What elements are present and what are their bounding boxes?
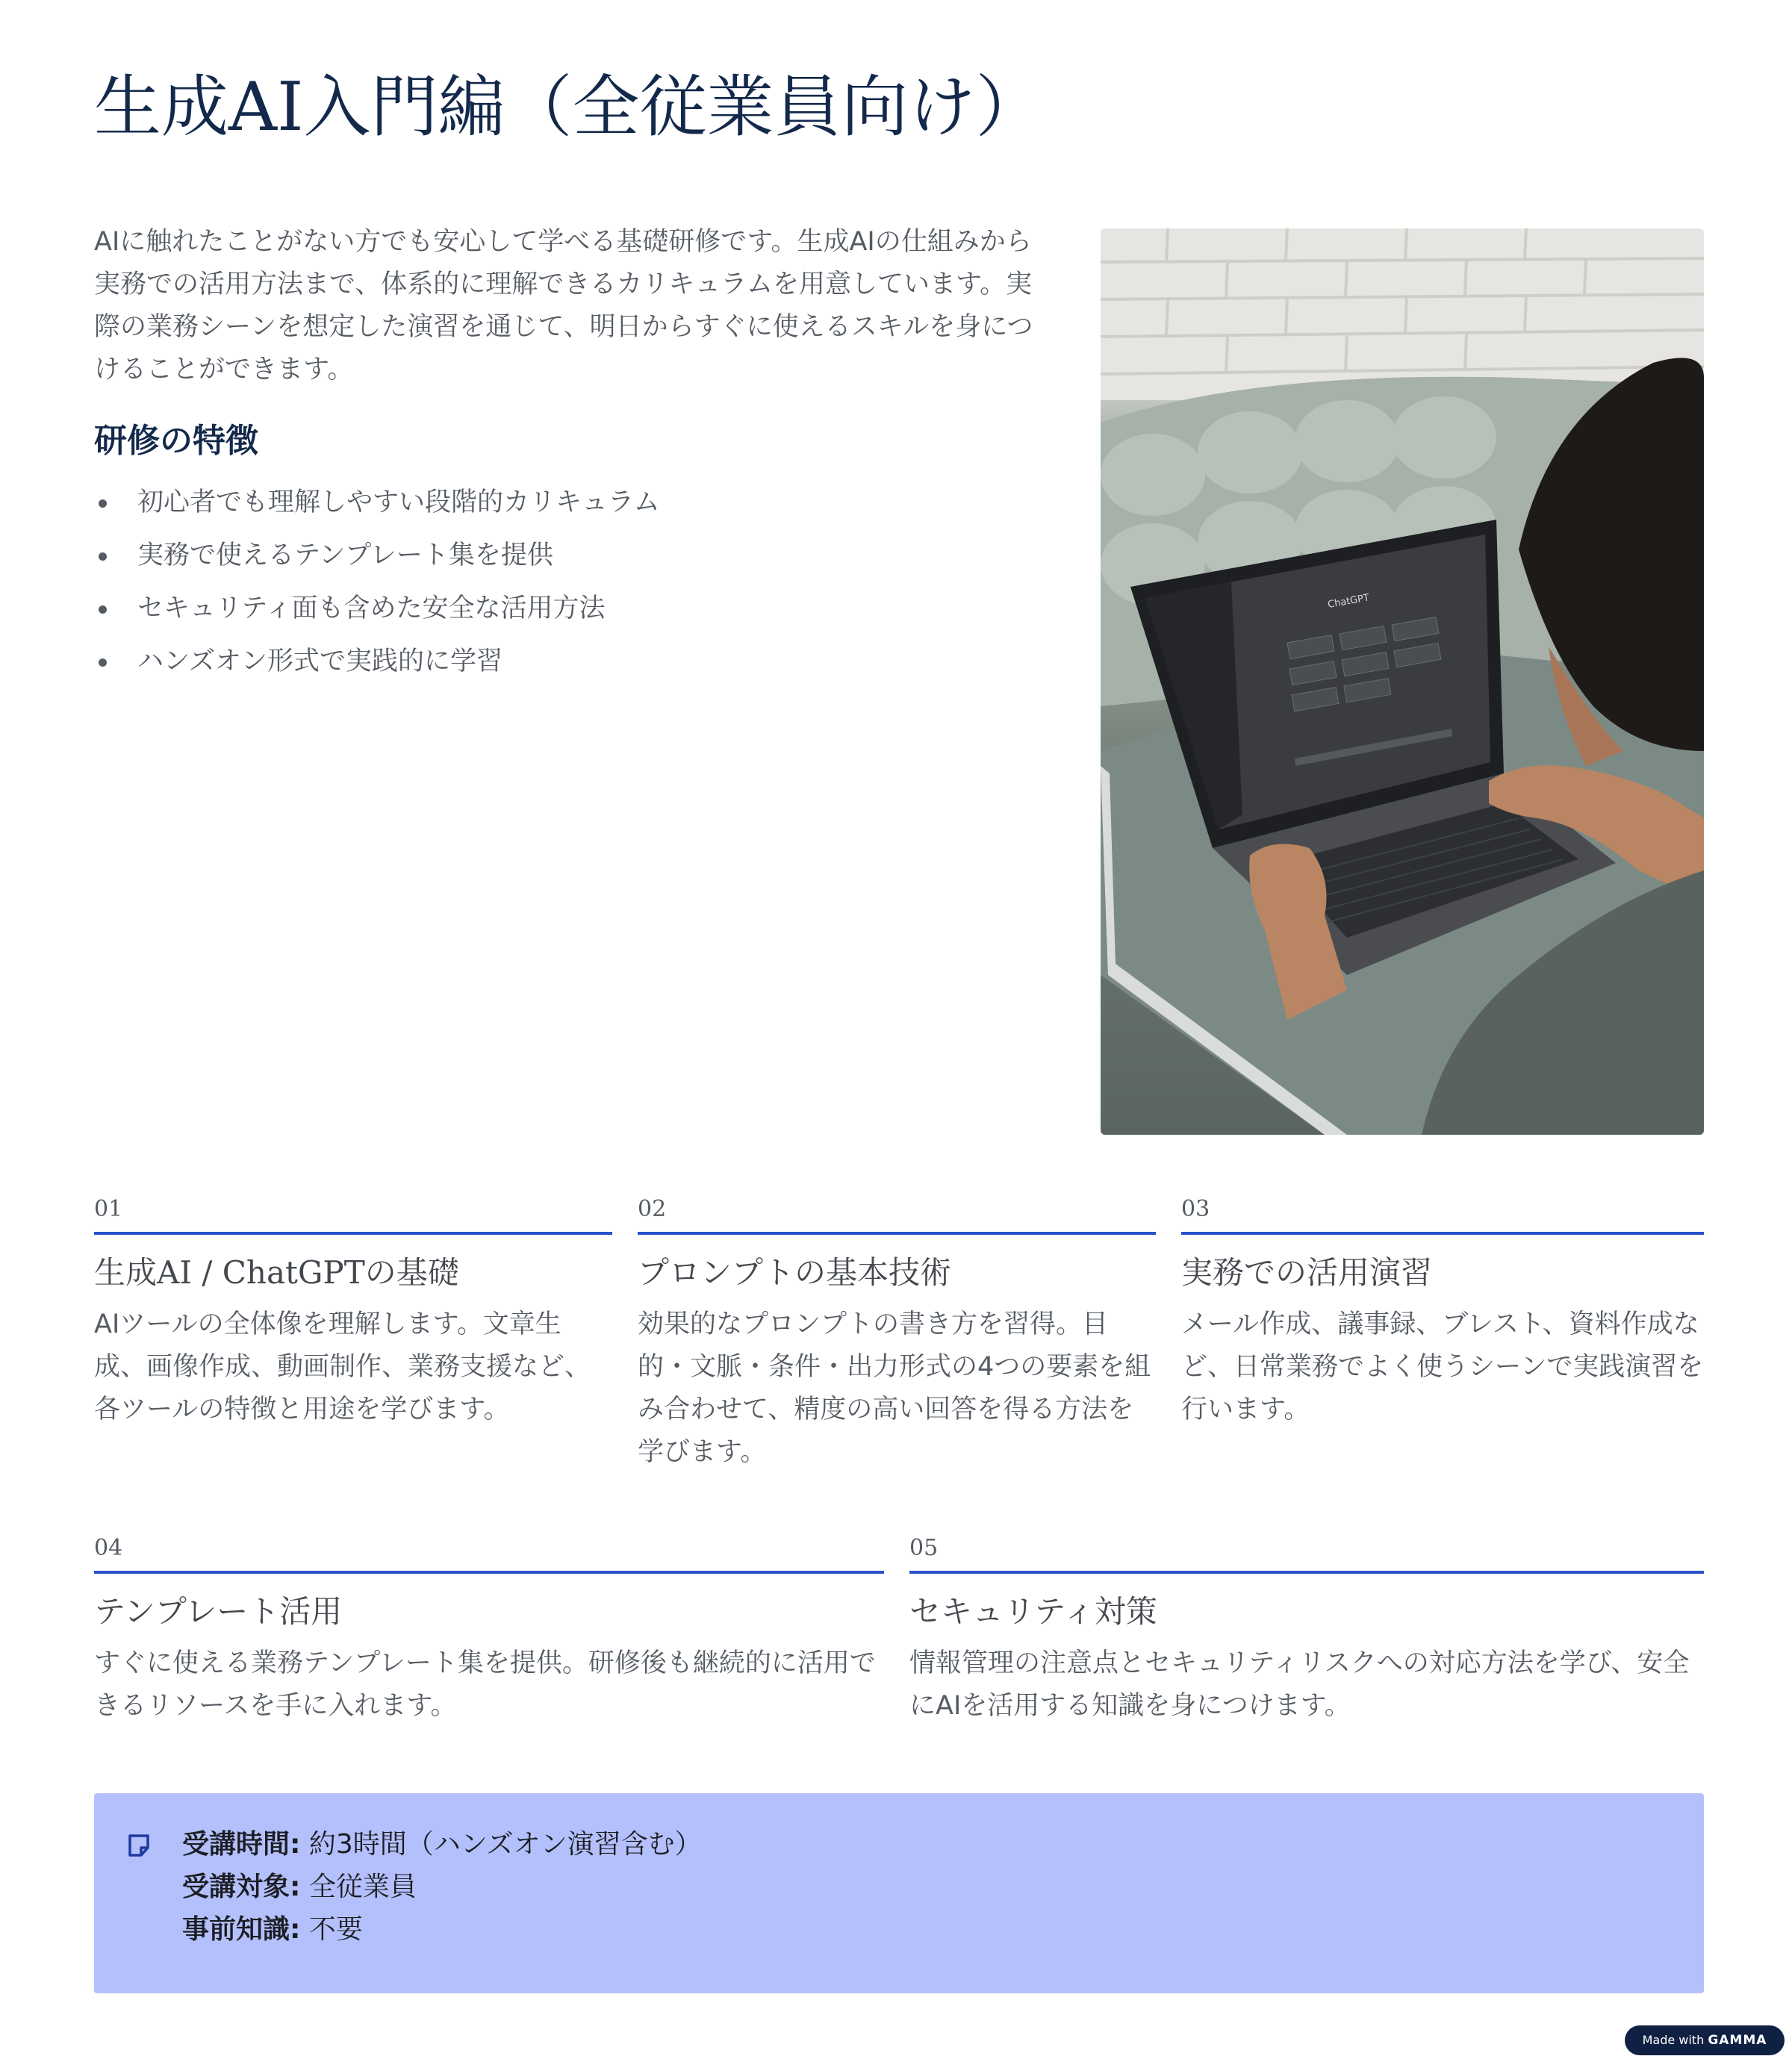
laptop-photo [1101, 228, 1704, 1135]
module-title: 実務での活用演習 [1181, 1254, 1433, 1291]
module-card-02 [638, 1194, 1156, 1474]
badge-brand: GAMMA [1708, 2033, 1767, 2048]
feature-item: 実務で使えるテンプレート集を提供 [94, 537, 990, 590]
module-title: セキュリティ対策 [909, 1593, 1157, 1630]
intro-paragraph: AIに触れたことがない方でも安心して学べる基礎研修です。生成AIの仕組みから実務での活用方法まで、体系的に理解できるカリキュラムを用意しています。実際の業務シーンを想定した演習を通じて、明日からすぐに使えるスキルを身につけることができます。 [94, 227, 1033, 384]
module-rule [94, 1232, 612, 1235]
info-value: 約3時間（ハンズオン演習含む） [308, 1829, 702, 1860]
module-description: メール作成、議事録、ブレスト、資料作成など、日常業務でよく使うシーンで実践演習を行います。 [1181, 1309, 1704, 1424]
info-label: 受講時間: [182, 1829, 301, 1860]
module-card-05 [909, 1533, 1704, 1728]
info-value: 全従業員 [308, 1872, 417, 1902]
module-title: 生成AI / ChatGPTの基礎 [94, 1254, 459, 1291]
feature-item: 初心者でも理解しやすい段階的カリキュラム [94, 484, 990, 537]
module-description: AIツールの全体像を理解します。文章生成、画像作成、動画制作、業務支援など、各ツールの特徴と用途を学びます。 [94, 1309, 591, 1424]
screen-title: ChatGPT [1327, 592, 1371, 611]
module-rule [638, 1232, 1156, 1235]
page-title: 生成AI入門編（全従業員向け） [94, 68, 1043, 146]
module-number: 04 [94, 1535, 123, 1561]
badge-prefix: Made with [1642, 2033, 1705, 2047]
module-number: 05 [909, 1535, 939, 1561]
info-callout [94, 1793, 1704, 1993]
module-description: すぐに使える業務テンプレート集を提供。研修後も継続的に活用できるリソースを手に入れます。 [94, 1648, 876, 1721]
module-number: 01 [94, 1196, 123, 1222]
module-title: プロンプトの基本技術 [638, 1254, 952, 1291]
feature-list [94, 484, 990, 696]
info-label: 受講対象: [182, 1872, 301, 1902]
module-description: 情報管理の注意点とセキュリティリスクへの対応方法を学び、安全にAIを活用する知識を身につけます。 [909, 1648, 1690, 1721]
module-card-03 [1181, 1194, 1704, 1431]
module-rule [909, 1571, 1704, 1574]
info-row-prerequisites [182, 1908, 702, 1951]
features-heading: 研修の特徴 [94, 422, 258, 460]
info-value: 不要 [308, 1914, 363, 1945]
sticky-note-icon [125, 1832, 152, 1859]
module-number: 03 [1181, 1196, 1210, 1222]
feature-item: セキュリティ面も含めた安全な活用方法 [94, 590, 990, 643]
module-card-01 [94, 1194, 612, 1431]
module-description: 効果的なプロンプトの書き方を習得。目的・文脈・条件・出力形式の4つの要素を組み合わせて、精度の高い回答を得る方法を学びます。 [638, 1309, 1151, 1467]
info-label: 事前知識: [182, 1914, 301, 1945]
info-row-audience [182, 1866, 702, 1908]
laptop-illustration [1101, 228, 1704, 1135]
module-number: 02 [638, 1196, 667, 1222]
module-rule [1181, 1232, 1704, 1235]
info-row-duration [182, 1823, 702, 1866]
module-title: テンプレート活用 [94, 1593, 343, 1630]
feature-item: ハンズオン形式で実践的に学習 [94, 643, 990, 696]
module-card-04 [94, 1533, 884, 1728]
made-with-gamma-badge[interactable] [1625, 2025, 1785, 2055]
module-rule [94, 1571, 884, 1574]
